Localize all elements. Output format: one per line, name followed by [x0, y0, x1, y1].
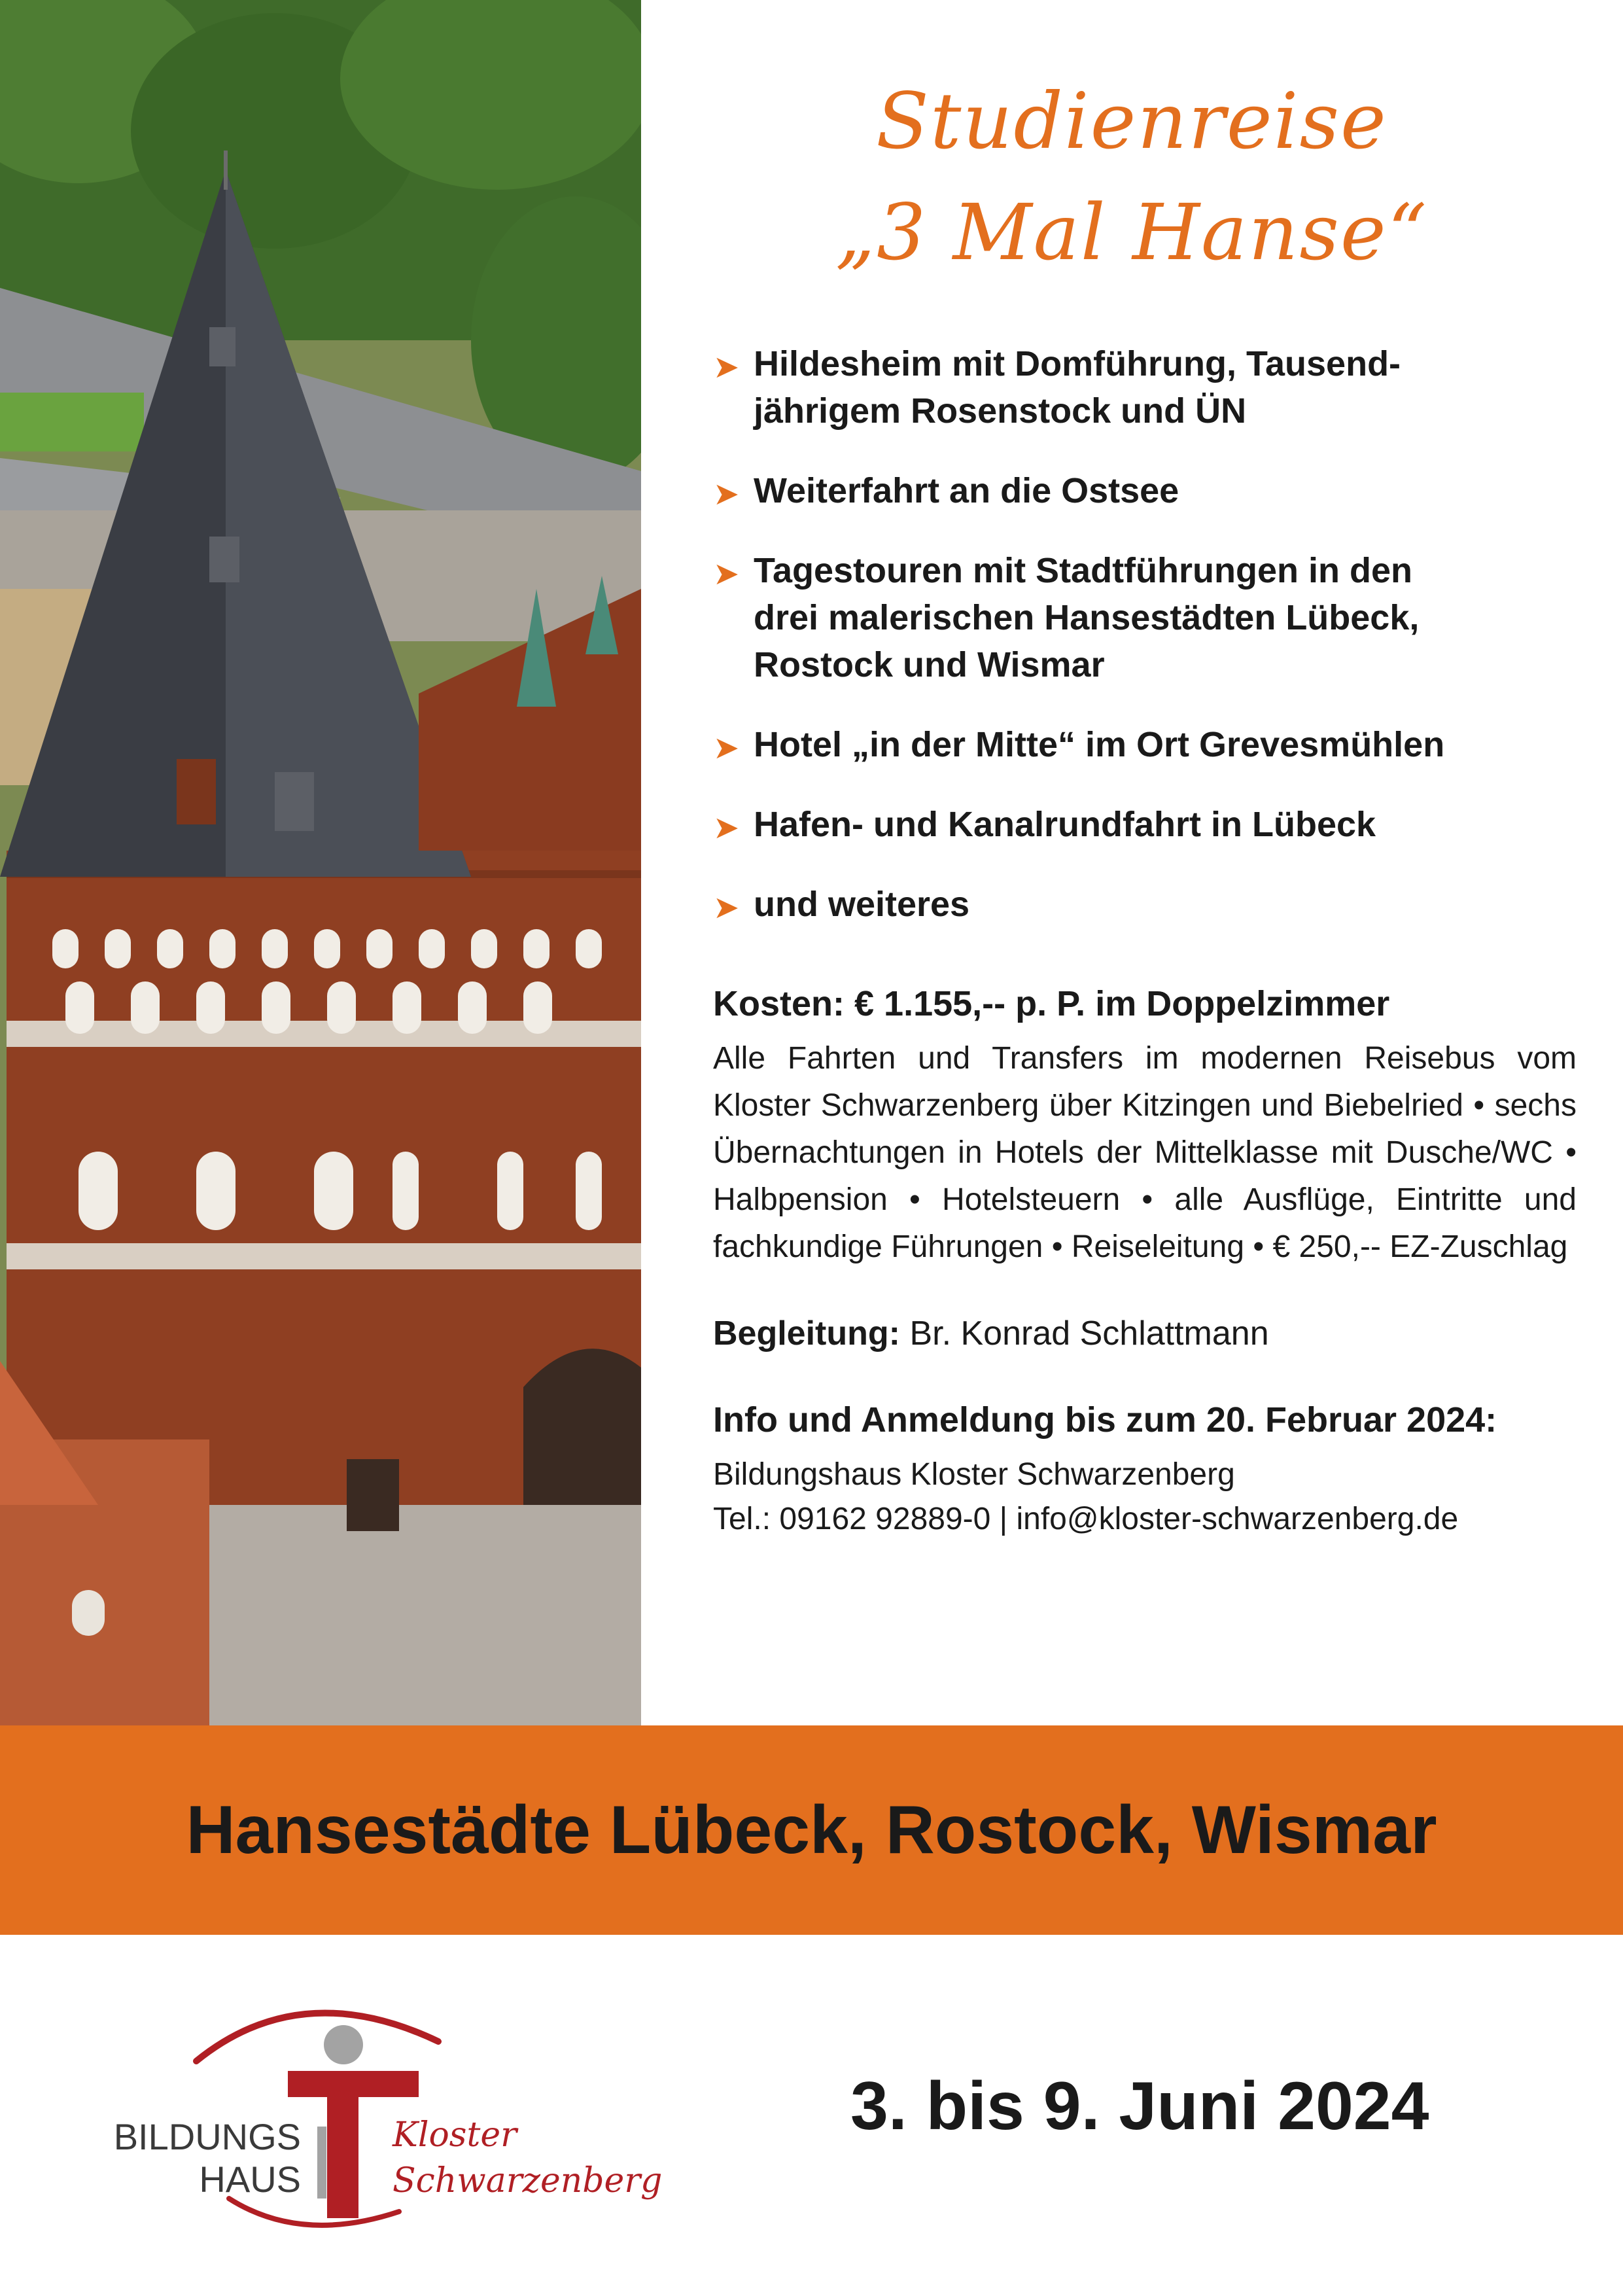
list-item — [713, 467, 1577, 514]
arrow-right-icon: ➤ — [713, 891, 740, 925]
cost-details: Alle Fahrten und Transfers im modernen Reisebus vom Kloster Schwarzenberg über Kitzingen und Biebelried • sechs Übernachtungen in Hotels der Mittelklasse mit Dusche/WC • Halbpension • Hotelsteuern • alle Ausflüge, Eintritte und fachkundige Führungen • Reiseleitung • € 250,-- EZ-Zuschlag — [713, 1041, 1577, 1264]
arrow-right-icon: ➤ — [713, 811, 740, 845]
escort — [713, 1310, 1577, 1357]
logo-figure-icon — [324, 2025, 363, 2064]
escort-label: Begleitung: — [713, 1315, 900, 1352]
list-item — [713, 881, 1577, 928]
info-heading: Info und Anmeldung bis zum 20. Februar 2024: — [713, 1400, 1497, 1439]
page-title — [687, 65, 1577, 288]
logo-script-line-2: Schwarzenberg — [393, 2161, 663, 2200]
regions-banner-text: Hansestädte Lübeck, Rostock, Wismar — [186, 1792, 1437, 1868]
event-date: 3. bis 9. Juni 2024 — [850, 2068, 1429, 2144]
list-item-line: Hildesheim mit Domführung, Tausend- — [754, 344, 1401, 383]
info-org: Bildungshaus Kloster Schwarzenberg — [713, 1457, 1235, 1492]
list-item — [713, 721, 1577, 768]
title-line-2: „3 Mal Hanse“ — [835, 187, 1429, 277]
arrow-right-icon: ➤ — [713, 731, 740, 766]
list-item — [713, 801, 1577, 848]
arrow-right-icon: ➤ — [713, 477, 740, 512]
list-item — [713, 340, 1577, 434]
list-item-line: jährigem Rosenstock und ÜN — [754, 391, 1247, 431]
escort-name: Br. Konrad Schlattmann — [909, 1315, 1269, 1352]
logo-text-line-1: BILDUNGS — [113, 2116, 301, 2157]
info-details — [713, 1453, 1577, 1542]
arrow-right-icon: ➤ — [713, 350, 740, 385]
cost-heading: Kosten: € 1.155,-- p. P. im Doppelzimmer — [713, 984, 1390, 1023]
list-item — [713, 547, 1577, 688]
info-contact: Tel.: 09162 92889-0 | info@kloster-schwarzenberg.de — [713, 1502, 1459, 1536]
list-item-line: Hafen- und Kanalrundfahrt in Lübeck — [754, 805, 1376, 844]
list-item-line: und weiteres — [754, 885, 970, 924]
list-item-line: Weiterfahrt an die Ostsee — [754, 471, 1179, 510]
logo-ring-icon — [196, 2013, 438, 2061]
list-item-line: Hotel „in der Mitte“ im Ort Grevesmühlen — [754, 725, 1445, 764]
list-item-line: drei malerischen Hansestädten Lübeck, — [754, 598, 1420, 637]
itinerary-list — [713, 340, 1577, 928]
holstentor-photo — [0, 0, 641, 1725]
regions-banner — [0, 1725, 1623, 1935]
logo-text-line-2: HAUS — [199, 2159, 301, 2200]
list-item-line: Rostock und Wismar — [754, 645, 1105, 684]
arrow-right-icon: ➤ — [713, 557, 740, 592]
content-column — [713, 65, 1577, 1542]
list-item-line: Tagestouren mit Stadtführungen in den — [754, 551, 1412, 590]
bildungshaus-logo — [85, 1983, 674, 2244]
title-line-1: Studienreise — [876, 76, 1387, 166]
logo-script-line-1: Kloster — [393, 2115, 517, 2155]
